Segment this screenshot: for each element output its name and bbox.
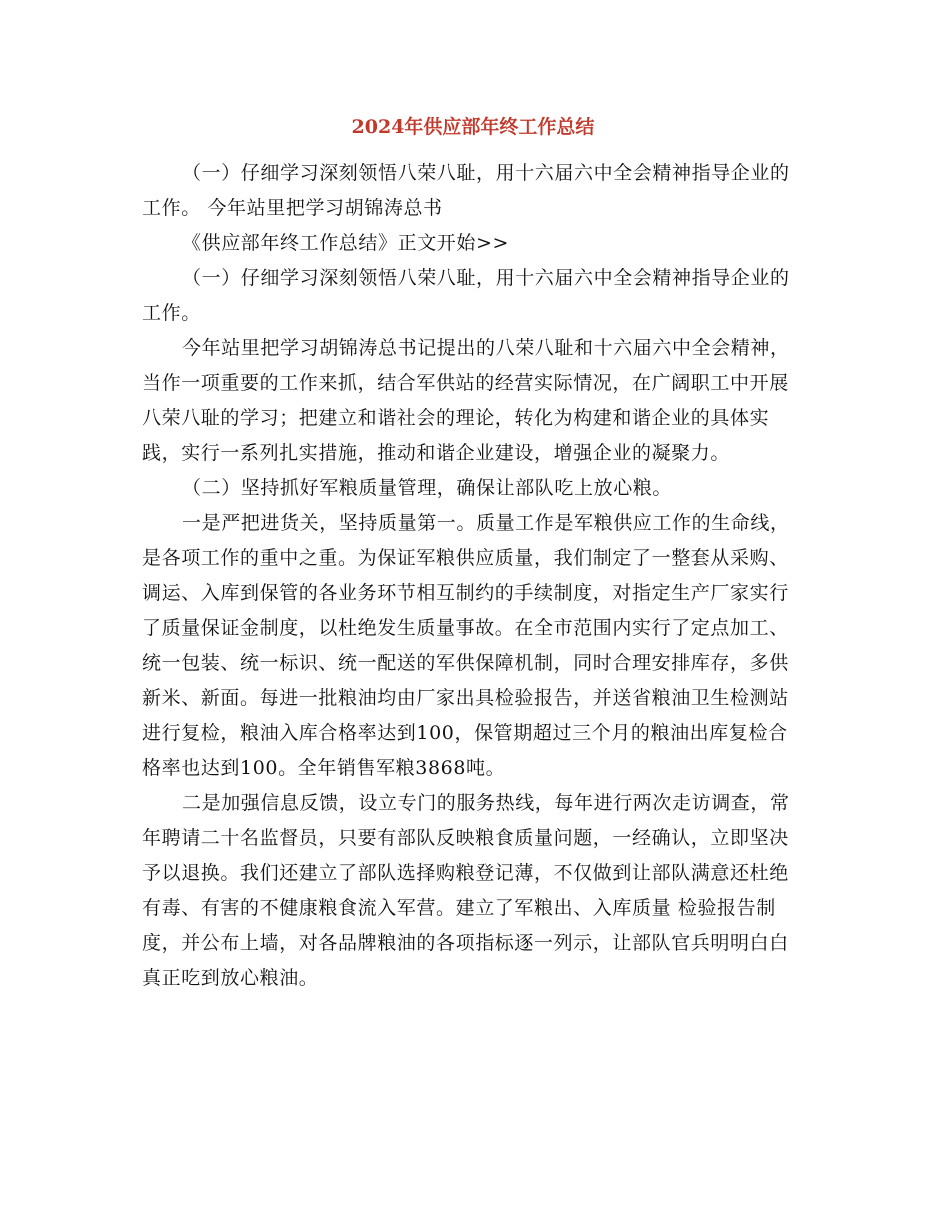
paragraph-section-1-body: 今年站里把学习胡锦涛总书记提出的八荣八耻和十六届六中全会精神，当作一项重要的工作来抓，结合军供站的经营实际情况，在广阔职工中开展八荣八耻的学习；把建立和谐社会的理论，转化为构建和谐企业的具体实践，实行一系列扎实措施，推动和谐企业建设，增强企业的凝聚力。: [142, 337, 790, 464]
document-page: [142, 110, 804, 996]
paragraph-body-start-marker: 《供应部年终工作总结》正文开始>>: [182, 232, 510, 254]
paragraph-point-1: 一是严把进货关，坚持质量第一。质量工作是军粮供应工作的生命线，是各项工作的重中之重。为保证军粮供应质量，我们制定了一整套从采购、调运、入库到保管的各业务环节相互制约的手续制度，对指定生产厂家实行了质量保证金制度，以杜绝发生质量事故。在全市范围内实行了定点加工、统一包装、统一标识、统一配送的军供保障机制，同时合理安排库存，多供新米、新面。每进一批粮油均由厂家出具检验报告，并送省粮油卫生检测站进行复检，粮油入库合格率达到100，保管期超过三个月的粮油出库复检合格率也达到100。全年销售军粮3868吨。: [142, 512, 790, 779]
paragraph-point-2: 二是加强信息反馈，设立专门的服务热线，每年进行两次走访调查，常年聘请二十名监督员，只要有部队反映粮食质量问题，一经确认，立即坚决予以退换。我们还建立了部队选择购粮登记薄，不仅做到让部队满意还杜绝有毒、有害的不健康粮食流入军营。建立了军粮出、入库质量 检验报告制度，并公布上墙，对各品牌粮油的各项指标逐一列示，让部队官兵明明白白真正吃到放心粮油。: [142, 792, 790, 989]
paragraph-section-1-heading: （一）仔细学习深刻领悟八荣八耻，用十六届六中全会精神指导企业的工作。: [142, 267, 790, 324]
paragraph-intro: （一）仔细学习深刻领悟八荣八耻，用十六届六中全会精神指导企业的工作。 今年站里把学习胡锦涛总书: [142, 162, 790, 219]
paragraph-section-2-heading: （二）坚持抓好军粮质量管理，确保让部队吃上放心粮。: [182, 477, 673, 499]
document-title: 2024年供应部年终工作总结: [351, 116, 595, 138]
